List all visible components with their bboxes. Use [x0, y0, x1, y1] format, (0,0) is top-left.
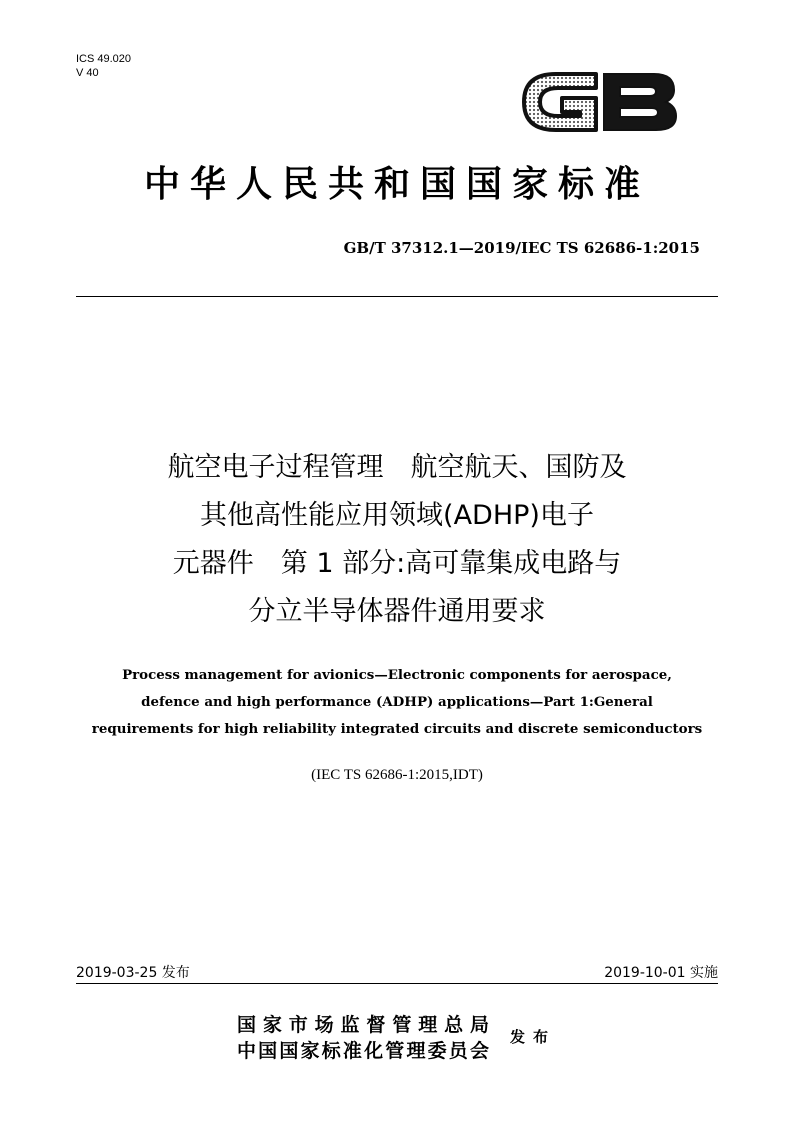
header-divider [76, 296, 718, 297]
issuer-name: 国家市场监督管理总局 [237, 1014, 489, 1036]
chinese-title-line: 分立半导体器件通用要求 [248, 596, 546, 627]
english-title-line: defence and high performance (ADHP) applications—Part 1:General [141, 694, 653, 710]
issue-date: 2019-03-25 发布 [76, 965, 190, 981]
english-title-line: requirements for high reliability integrated circuits and discrete semiconductors [91, 721, 703, 737]
english-title-line: Process management for avionics—Electronic components for aerospace, [122, 667, 672, 683]
chinese-title-line: 元器件 第 1 部分:高可靠集成电路与 [172, 548, 622, 579]
national-standard-title: 中华人民共和国国家标准 [143, 163, 650, 205]
chinese-title-line: 航空电子过程管理 航空航天、国防及 [167, 452, 627, 483]
issuing-authorities [237, 1012, 489, 1064]
english-title [0, 662, 794, 743]
chinese-title-line: 其他高性能应用领域(ADHP)电子 [200, 500, 594, 531]
issuer-name: 中国国家标准化管理委员会 [237, 1040, 489, 1062]
standard-number: GB/T 37312.1—2019/IEC TS 62686-1:2015 [343, 239, 700, 257]
ccs-code: V 40 [76, 67, 99, 79]
ics-code: ICS 49.020 [76, 53, 132, 65]
footer-divider [76, 983, 718, 984]
chinese-title [0, 444, 794, 636]
gb-logo [516, 60, 686, 144]
implementation-date: 2019-10-01 实施 [604, 965, 718, 981]
publish-label: 发布 [510, 1028, 557, 1046]
classification-codes [76, 52, 131, 80]
equivalence-statement: (IEC TS 62686-1:2015,IDT) [311, 767, 483, 783]
gb-logo-icon [516, 60, 686, 144]
